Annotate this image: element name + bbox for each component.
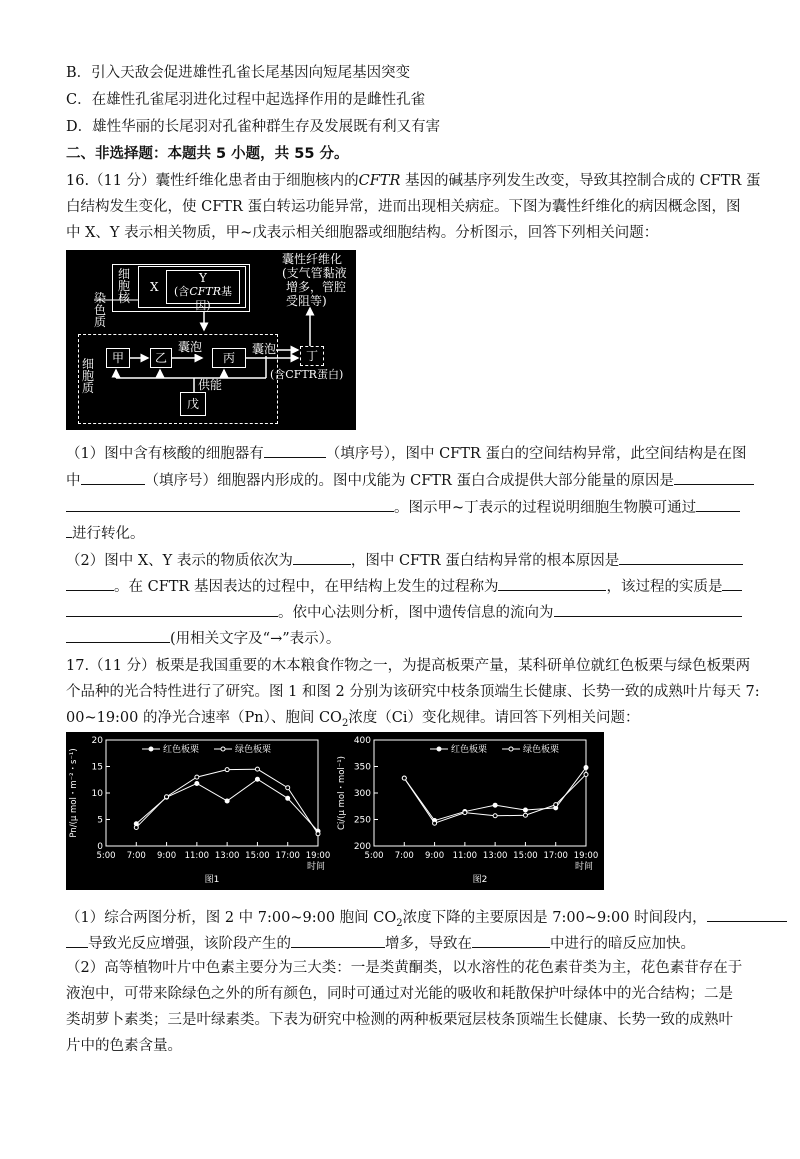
data-point: [584, 766, 588, 770]
disease-desc-3: 受阻等): [286, 294, 327, 308]
cytoplasm-label: 细胞质: [82, 357, 95, 395]
plot-frame: [106, 740, 318, 846]
answer-blank[interactable]: [293, 549, 351, 565]
q16-s1-line-2: [66, 469, 754, 491]
data-point: [554, 803, 558, 807]
yi-box: 乙: [150, 348, 172, 368]
x-label: X: [150, 280, 159, 294]
chromosome-label: 染色质: [94, 291, 107, 329]
legend-marker: [221, 747, 225, 751]
q16-line-2: 白结构发生变化，使 CFTR 蛋白转运功能异常，进而出现相关病症。下图为囊性纤维化的病因概念图，图: [66, 199, 741, 215]
x-tick-label: 17:00: [543, 851, 568, 861]
q16-s1-text: 中: [66, 473, 81, 489]
subscript: 2: [396, 917, 403, 929]
legend-marker: [509, 747, 513, 751]
data-point: [225, 768, 229, 772]
legend-label: 绿色板栗: [523, 745, 560, 755]
x-tick-label: 5:00: [96, 851, 116, 861]
y-tick-label: 250: [353, 815, 371, 826]
data-point: [195, 775, 199, 779]
data-point: [523, 808, 527, 812]
nucleus-label: 细胞核: [118, 267, 131, 305]
option-d: D．雄性华丽的长尾羽对孔雀种群生存及发展既有利又有害: [66, 119, 441, 135]
x-tick-label: 9:00: [157, 851, 177, 861]
chart-title: 图2: [472, 875, 488, 885]
data-point: [225, 799, 229, 803]
q16-s2-text: ，图中 CFTR 蛋白结构异常的根本原因是: [350, 553, 620, 569]
y-tick-label: 200: [353, 842, 371, 852]
q16-s2-text: 。依中心法则分析，图中遗传信息的流向为: [278, 605, 554, 621]
q17-line-3: [66, 708, 640, 734]
y-tick-label: 0: [97, 842, 103, 852]
data-point: [402, 776, 406, 780]
y-box: [166, 270, 240, 312]
ding-note: (含CFTR蛋白): [270, 368, 344, 381]
q17-s2-line-4: 片中的色素含量。: [66, 1038, 182, 1054]
x-tick-label: 15:00: [513, 851, 538, 861]
bing-box: 丙: [212, 348, 246, 368]
y-tick-label: 5: [97, 815, 103, 826]
data-point: [463, 811, 467, 815]
gene-name: CFTR: [358, 173, 401, 189]
answer-blank[interactable]: [81, 469, 145, 485]
q16-s1-text: （填序号）细胞器内形成的。图中戊能为 CFTR 蛋白合成提供大部分能量的原因是: [144, 473, 674, 489]
data-point: [286, 796, 290, 800]
section-heading: 二、非选择题：本题共 5 小题，共 55 分。: [66, 146, 349, 162]
wu-box: 戊: [180, 392, 206, 416]
series-line: [136, 779, 318, 831]
q17-s2-line-1: （2）高等植物叶片中色素主要分为三大类：一是类黄酮类，以水溶性的花色素苷类为主，花色素苷存在于: [66, 960, 743, 976]
q17-line-2: 个品种的光合特性进行了研究。图 1 和图 2 分别为该研究中枝条顶端生长健康、长势一致的成熟叶片每天 7:: [66, 684, 760, 700]
x-tick-label: 19:00: [305, 851, 331, 861]
q16-s2-line-2: [66, 575, 742, 597]
q17-text: 浓度（Ci）变化规律。请回答下列相关问题：: [348, 710, 640, 726]
q17-s2-line-2: 液泡中，可带来除绿色之外的所有颜色，同时可通过对光能的吸收和耗散保护叶绿体中的光合结构；二是: [66, 986, 733, 1002]
x-tick-label: 7:00: [394, 851, 414, 861]
series-line: [404, 768, 586, 821]
data-point: [255, 777, 259, 781]
x-tick-label: 9:00: [425, 851, 445, 861]
y-tick-label: 350: [353, 762, 371, 773]
data-point: [286, 786, 290, 790]
q16-line-3: 中 X、Y 表示相关物质，甲~戊表示相关细胞器或细胞结构。分析图示，回答下列相关问题：: [66, 225, 659, 241]
q16-s1-text: 。图示甲~丁表示的过程说明细胞生物膜可通过: [394, 500, 697, 516]
y-tick-label: 20: [91, 736, 103, 746]
x-tick-label: 15:00: [245, 851, 270, 861]
q17-s1-text: 中进行的暗反应加快。: [550, 936, 695, 952]
data-point: [134, 825, 138, 829]
answer-blank[interactable]: [264, 442, 326, 458]
q17-s1-text: 浓度下降的主要原因是 7:00~9:00 时间段内，: [402, 910, 707, 926]
legend-marker: [149, 747, 153, 751]
x-tick-label: 13:00: [214, 851, 240, 861]
data-point: [584, 772, 588, 776]
answer-blank[interactable]: [619, 549, 743, 565]
legend-label: 绿色板栗: [235, 745, 272, 755]
y-tick-label: 15: [91, 762, 103, 773]
option-b: B．引入天敌会促进雄性孔雀长尾基因向短尾基因突变: [66, 65, 411, 81]
data-point: [195, 781, 199, 785]
answer-blank[interactable]: [66, 932, 88, 948]
q17-s1-text: 增多，导致在: [385, 936, 472, 952]
q17-line-1: 17.（11 分）板栗是我国重要的木本粮食作物之一，为提高板栗产量，某科研单位就红色板栗与绿色板栗两: [66, 658, 751, 674]
plot-frame: [374, 740, 586, 846]
x-tick-label: 7:00: [126, 851, 146, 861]
y-tick-label: 10: [91, 789, 103, 799]
answer-blank[interactable]: [554, 601, 742, 617]
subscript: 2: [341, 717, 349, 729]
answer-blank[interactable]: [291, 932, 385, 948]
y-axis-label: Ci/(μ mol・mol⁻¹): [337, 756, 347, 830]
x-axis-label: 时间: [306, 862, 326, 872]
q16-s1-text: 进行转化。: [72, 526, 145, 542]
q16-s2-text: ，该过程的实质是: [606, 579, 723, 595]
answer-blank[interactable]: [722, 575, 742, 591]
legend-label: 红色板栗: [451, 745, 488, 755]
legend-label: 红色板栗: [163, 745, 200, 755]
chart-title: 图1: [204, 875, 220, 885]
q16-text: 16.（11 分）囊性纤维化患者由于细胞核内的: [66, 173, 359, 189]
q17-s1-text: （1）综合两图分析，图 2 中 7:00~9:00 胞间 CO: [66, 910, 397, 926]
answer-blank[interactable]: [674, 469, 754, 485]
q16-text: 基因的碱基序列发生改变，导致其控制合成的 CFTR 蛋: [400, 173, 761, 189]
vesicle-label-2: 囊泡: [252, 342, 277, 356]
y-note: (含CFTR基因): [174, 285, 232, 312]
answer-blank[interactable]: [66, 496, 394, 512]
q16-s1-line-1: [66, 442, 746, 464]
chart-ci: [336, 732, 604, 890]
data-point: [255, 767, 259, 771]
disease-title: 囊性纤维化: [282, 252, 343, 266]
answer-blank[interactable]: [696, 496, 740, 512]
data-point: [316, 832, 320, 836]
data-point: [433, 821, 437, 825]
q17-s1-line-2: [66, 932, 695, 954]
q16-s2-line-4: [66, 627, 340, 649]
data-point: [493, 814, 497, 818]
jia-box: 甲: [106, 348, 130, 368]
q16-s2-line-3: [66, 601, 742, 623]
answer-blank[interactable]: [66, 627, 170, 643]
q17-text: 00~19:00 的净光合速率（Pn）、胞间 CO: [66, 710, 342, 726]
x-axis-label: 时间: [574, 862, 594, 872]
answer-blank[interactable]: [66, 601, 278, 617]
chart-panel: [66, 732, 604, 890]
y-label: Y: [199, 271, 207, 285]
q16-s1-line-4: [66, 522, 145, 544]
chart-pn: [66, 732, 336, 890]
y-tick-label: 400: [353, 736, 371, 746]
x-tick-label: 13:00: [482, 851, 508, 861]
cftr-concept-diagram: [66, 250, 356, 430]
data-point: [165, 795, 169, 799]
x-tick-label: 5:00: [364, 851, 384, 861]
q17-s2-line-3: 类胡萝卜素类；三是叶绿素类。下表为研究中检测的两种板栗冠层枝条顶端生长健康、长势一致的成熟叶: [66, 1012, 733, 1028]
energy-label: 供能: [198, 378, 223, 392]
y-axis-label: Pn/(μ mol・m⁻²・s⁻¹): [69, 748, 79, 838]
q16-line-1: [66, 171, 760, 191]
ding-label: 丁: [306, 349, 319, 363]
data-point: [493, 803, 497, 807]
q16-s2-text: (用相关文字及“→”表示）。: [170, 631, 341, 647]
vesicle-label-1: 囊泡: [178, 340, 203, 354]
disease-desc-1: (支气管黏液: [282, 266, 347, 280]
q17-s1-line-1: [66, 906, 787, 934]
x-tick-label: 11:00: [184, 851, 210, 861]
legend-marker: [437, 747, 441, 751]
answer-blank[interactable]: [472, 932, 550, 948]
answer-blank[interactable]: [498, 575, 606, 591]
option-c: C．在雄性孔雀尾羽进化过程中起选择作用的是雌性孔雀: [66, 92, 426, 108]
q16-s2-line-1: [66, 549, 743, 571]
answer-blank[interactable]: [707, 906, 787, 922]
answer-blank[interactable]: [66, 575, 114, 591]
q16-s2-text: 。在 CFTR 基因表达的过程中，在甲结构上发生的过程称为: [114, 579, 499, 595]
x-tick-label: 17:00: [275, 851, 300, 861]
x-tick-label: 11:00: [452, 851, 478, 861]
q16-s1-line-3: [66, 496, 740, 518]
data-point: [523, 813, 527, 817]
q16-s1-text: （1）图中含有核酸的细胞器有: [66, 446, 264, 462]
y-tick-label: 300: [353, 789, 371, 799]
q16-s1-text: （填序号），图中 CFTR 蛋白的空间结构异常，此空间结构是在图: [325, 446, 747, 462]
q17-s1-text: 导致光反应增强，该阶段产生的: [88, 936, 291, 952]
disease-desc-2: 增多，管腔: [286, 280, 347, 294]
x-tick-label: 19:00: [573, 851, 599, 861]
q16-s2-text: （2）图中 X、Y 表示的物质依次为: [66, 553, 293, 569]
